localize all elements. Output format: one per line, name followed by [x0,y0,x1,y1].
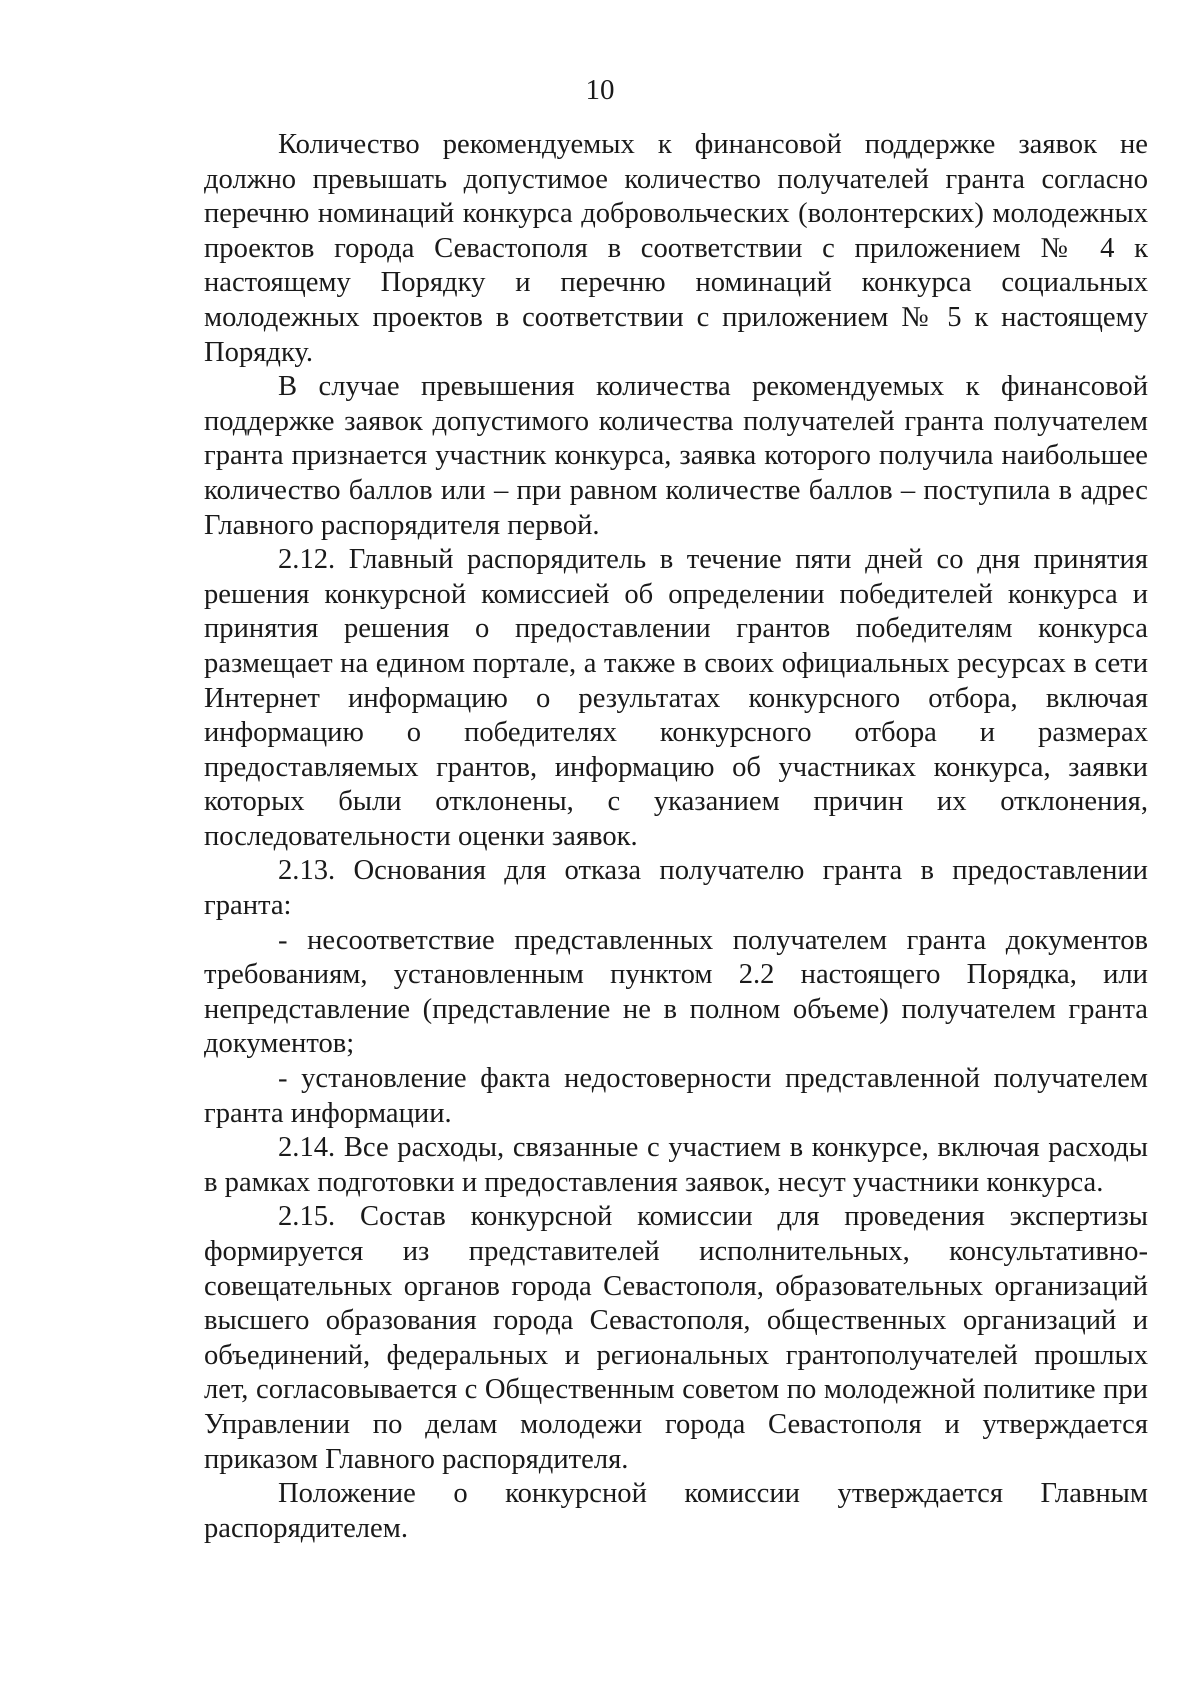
list-item-nonconformity: - несоответствие представленных получателем гранта документов требованиям, установленным пунктом 2.2 настоящего Порядка, или непредставление (представление не в полном объеме) получателем гранта документов; [204,924,1148,1060]
page-number: 10 [585,74,615,106]
paragraph-2-13-refusal-grounds: 2.13. Основания для отказа получателю гранта в предоставлении гранта: [204,855,1148,922]
paragraph-2-14-expenses: 2.14. Все расходы, связанные с участием в конкурсе, включая расходы в рамках подготовки и предоставления заявок, несут участники конкурса. [204,1132,1148,1198]
paragraph-exceeding-limit: В случае превышения количества рекомендуемых к финансовой поддержке заявок допустимого количества получателей гранта получателем гранта признается участник конкурса, заявка которого получила наибольшее количество баллов или – при равном количестве баллов – поступила в адрес Главного распорядителя первой. [204,371,1148,541]
list-item-inaccuracy: - установление факта недостоверности представленной получателем гранта информации. [204,1063,1148,1129]
paragraph-2-12-publication: 2.12. Главный распорядитель в течение пяти дней со дня принятия решения конкурсной комиссией об определении победителей конкурса и принятия решения о предоставлении грантов победителям конкурса размещает на едином портале, а также в своих официальных ресурсах в сети Интернет информацию о результатах конкурсного отбора, включая информацию о победителях конкурсного отбора и размерах предоставляемых грантов, информацию об участниках конкурса, заявки которых были отклонены, с указанием причин их отклонения, последовательности оценки заявок. [204,544,1148,852]
document-body [204,128,1148,1546]
paragraph-commission-regulation: Положение о конкурсной комиссии утверждается Главным распорядителем. [204,1478,1148,1544]
paragraph-2-15-commission: 2.15. Состав конкурсной комиссии для проведения экспертизы формируется из представителей исполнительных, консультативно-совещательных органов города Севастополя, образовательных организаций высшего образования города Севастополя, общественных организаций и объединений, федеральных и региональных грантополучателей прошлых лет, согласовывается с Общественным советом по молодежной политике при Управлении по делам молодежи города Севастополя и утверждается приказом Главного распорядителя. [204,1201,1148,1475]
paragraph-grant-count-limit: Количество рекомендуемых к финансовой поддержке заявок не должно превышать допустимое количество получателей гранта согласно перечню номинаций конкурса добровольческих (волонтерских) молодежных проектов города Севастополя в соответствии с приложением № 4 к настоящему Порядку и перечню номинаций конкурса социальных молодежных проектов в соответствии с приложением № 5 к настоящему Порядку. [204,129,1148,368]
